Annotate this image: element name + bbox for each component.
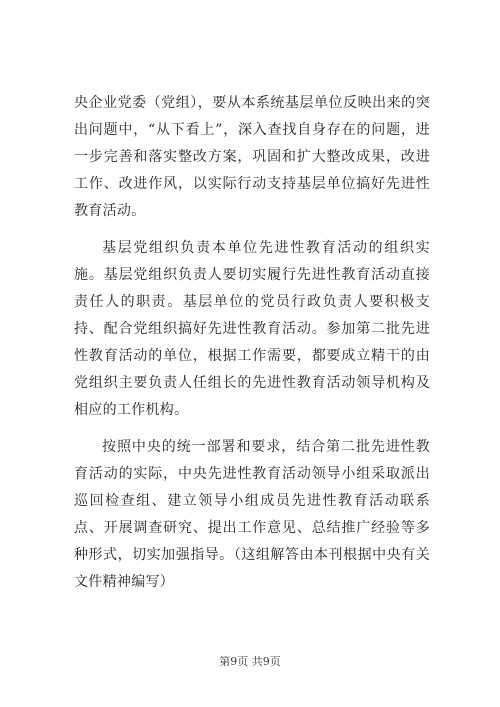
paragraph-2: 基层党组织负责本单位先进性教育活动的组织实施。基层党组织负责人要切实履行先进性教育活动直接责任人的职责。基层单位的党员行政负责人要积极支持、配合党组织搞好先进性教育活动。参加第二批先进性教育活动的单位，根据工作需要，都要成立精干的由党组织主要负责人任组长的先进性教育活动领导机构及相应的工作机构。 — [74, 240, 430, 418]
page-footer: 第9页 共9页 — [219, 655, 281, 668]
document-body — [74, 90, 430, 596]
paragraph-3: 按照中央的统一部署和要求，结合第二批先进性教育活动的实际，中央先进性教育活动领导小组采取派出巡回检查组、建立领导小组成员先进性教育活动联系点、开展调查研究、提出工作意见、总结推广经验等多种形式，切实加强指导。（这组解答由本刊根据中央有关文件精神编写） — [74, 439, 430, 590]
paragraph-1: 央企业党委（党组），要从本系统基层单位反映出来的突出问题中，“从下看上”，深入查找自身存在的问题，进一步完善和落实整改方案，巩固和扩大整改成果，改进工作、改进作风，以实际行动支持基层单位搞好先进性教育活动。 — [74, 95, 430, 219]
